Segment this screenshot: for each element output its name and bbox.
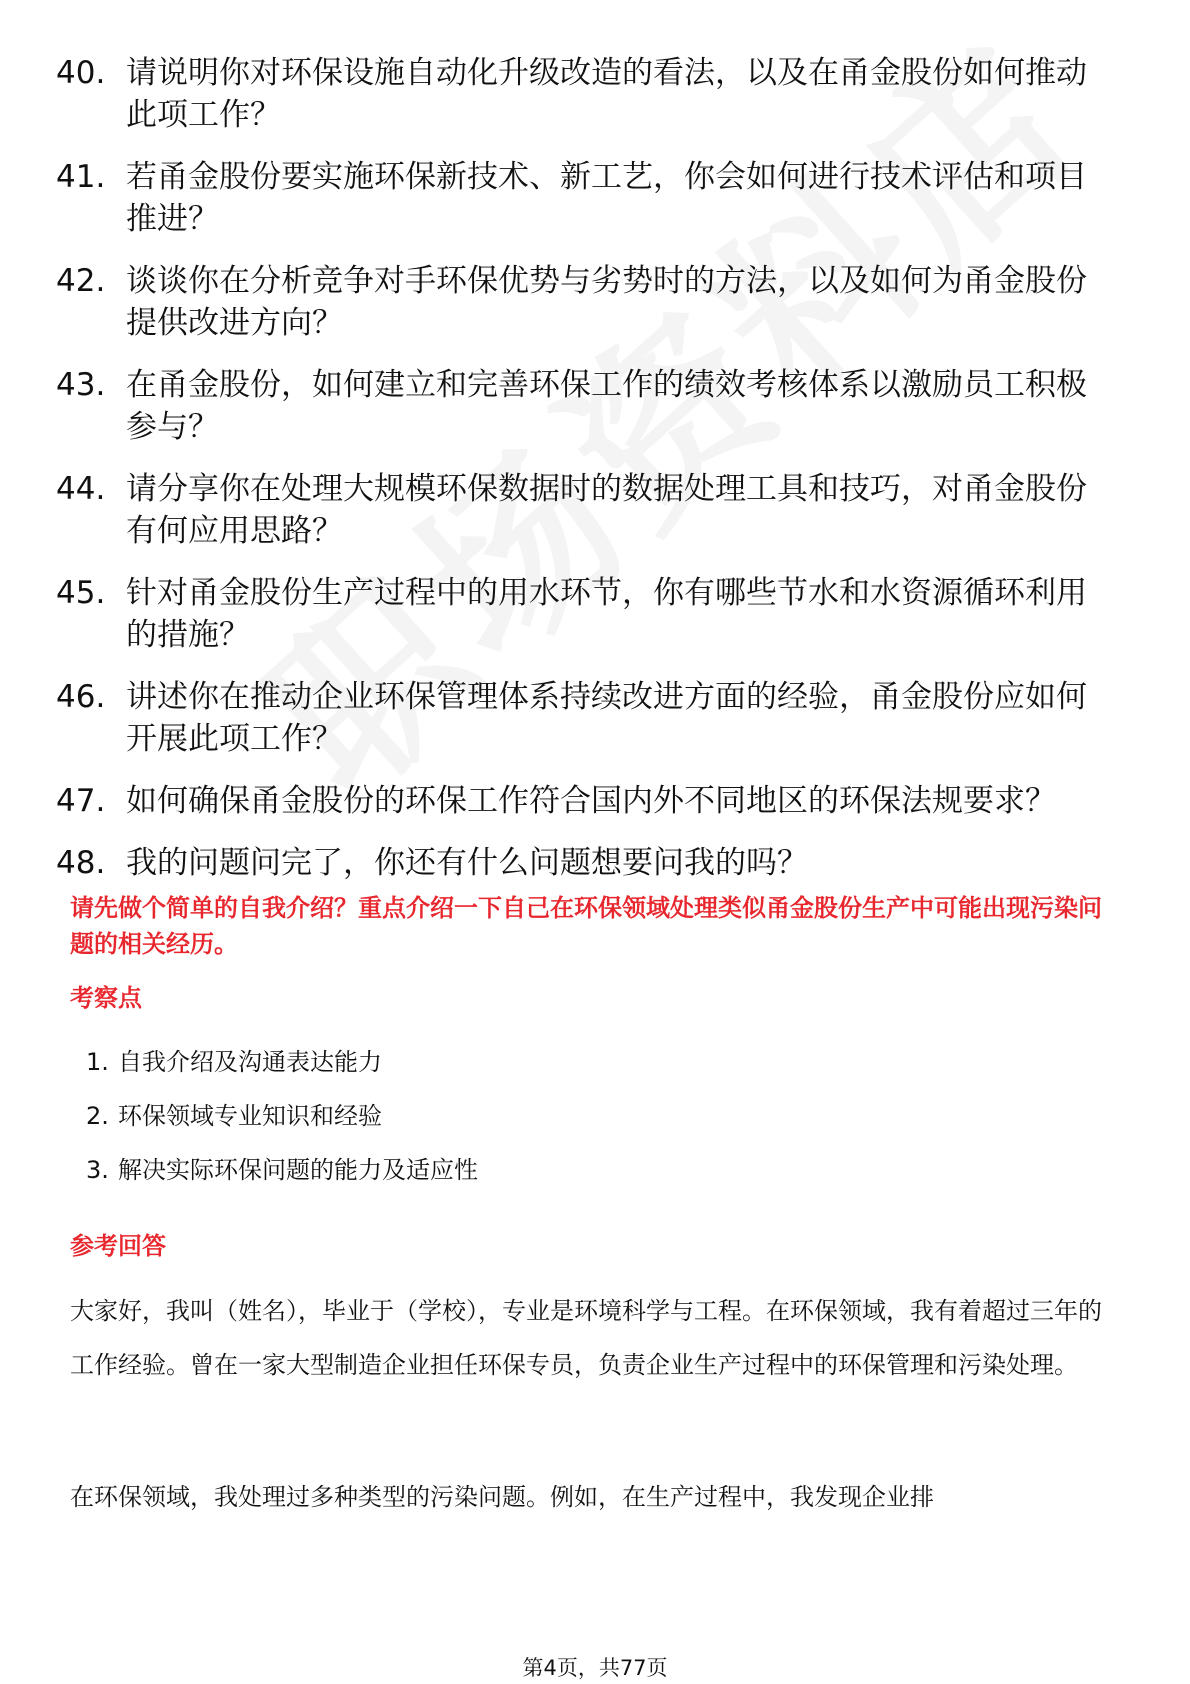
- point-text: 解决实际环保问题的能力及适应性: [118, 1156, 478, 1184]
- question-list: [56, 52, 1116, 904]
- point-text: 自我介绍及沟通表达能力: [118, 1048, 382, 1076]
- question-text: 针对甬金股份生产过程中的用水环节，你有哪些节水和水资源循环利用的措施？: [126, 575, 1087, 653]
- question-text: 讲述你在推动企业环保管理体系持续改进方面的经验，甬金股份应如何开展此项工作？: [126, 679, 1087, 757]
- question-text: 请说明你对环保设施自动化升级改造的看法，以及在甬金股份如何推动此项工作？: [126, 55, 1087, 133]
- question-number: 42.: [56, 263, 106, 299]
- question-item: [56, 52, 1116, 136]
- point-text: 环保领域专业知识和经验: [118, 1102, 382, 1130]
- question-number: 43.: [56, 367, 106, 403]
- question-number: 47.: [56, 783, 106, 819]
- question-number: 45.: [56, 575, 106, 611]
- question-item: [56, 676, 1116, 760]
- question-text: 我的问题问完了，你还有什么问题想要问我的吗？: [126, 845, 808, 881]
- assessment-points: [86, 1042, 1086, 1204]
- assessment-point: [86, 1096, 1086, 1136]
- question-item: [56, 468, 1116, 552]
- question-item: [56, 842, 1116, 884]
- question-number: 41.: [56, 159, 106, 195]
- point-number: 1.: [86, 1048, 109, 1076]
- point-number: 2.: [86, 1102, 109, 1130]
- answer-paragraph-1: 大家好，我叫（姓名），毕业于（学校），专业是环境科学与工程。在环保领域，我有着超过三年的工作经验。曾在一家大型制造企业担任环保专员，负责企业生产过程中的环保管理和污染处理。: [70, 1297, 1102, 1379]
- question-number: 48.: [56, 845, 106, 881]
- answer-paragraph-2: 在环保领域，我处理过多种类型的污染问题。例如，在生产过程中，我发现企业排: [70, 1483, 934, 1511]
- page-footer: 第4页，共77页: [522, 1656, 668, 1680]
- question-number: 44.: [56, 471, 106, 507]
- question-item: [56, 364, 1116, 448]
- point-number: 3.: [86, 1156, 109, 1184]
- question-number: 40.: [56, 55, 106, 91]
- assessment-point: [86, 1150, 1086, 1190]
- question-text: 请分享你在处理大规模环保数据时的数据处理工具和技巧，对甬金股份有何应用思路？: [126, 471, 1087, 549]
- question-number: 46.: [56, 679, 106, 715]
- question-text: 谈谈你在分析竞争对手环保优势与劣势时的方法，以及如何为甬金股份提供改进方向？: [126, 263, 1087, 341]
- assessment-point: [86, 1042, 1086, 1082]
- question-item: [56, 156, 1116, 240]
- question-text: 如何确保甬金股份的环保工作符合国内外不同地区的环保法规要求？: [126, 783, 1056, 819]
- question-text: 若甬金股份要实施环保新技术、新工艺，你会如何进行技术评估和项目推进？: [126, 159, 1087, 237]
- question-item: [56, 572, 1116, 656]
- question-item: [56, 260, 1116, 344]
- assessment-heading: 考察点: [70, 984, 142, 1012]
- reference-heading: 参考回答: [70, 1232, 166, 1260]
- question-text: 在甬金股份，如何建立和完善环保工作的绩效考核体系以激励员工积极参与？: [126, 367, 1087, 445]
- featured-question: 请先做个简单的自我介绍？重点介绍一下自己在环保领域处理类似甬金股份生产中可能出现污染问题的相关经历。: [70, 894, 1102, 958]
- question-item: [56, 780, 1116, 822]
